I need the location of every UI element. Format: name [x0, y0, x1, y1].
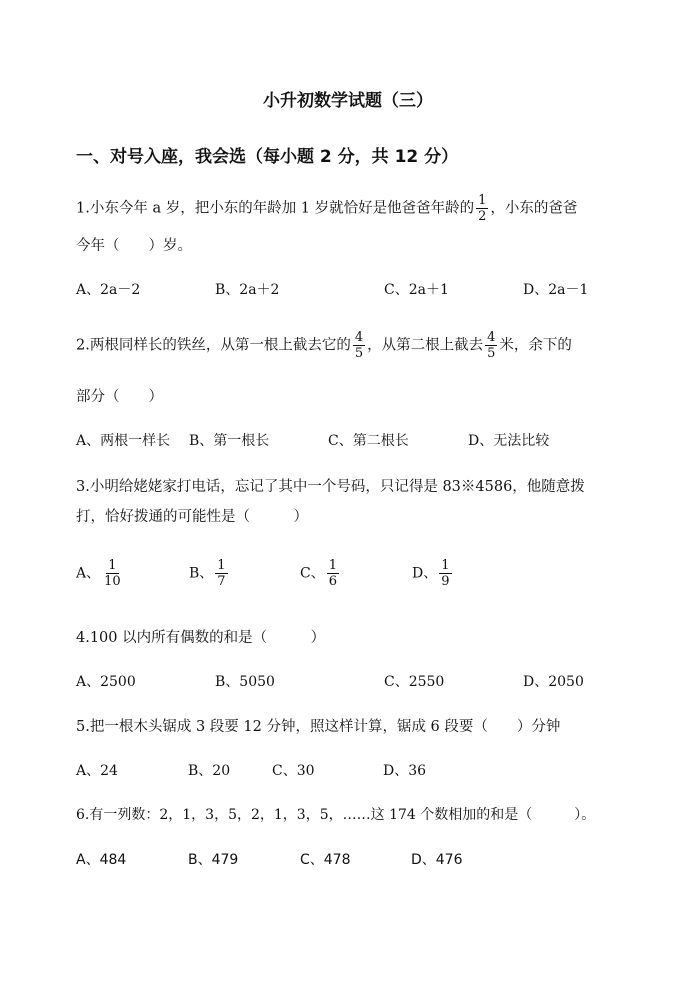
question-3-line-1: 3.小明给姥姥家打电话，忘记了其中一个号码，只记得是 83※4586，他随意拨	[76, 479, 585, 495]
question-1-option-d: D、2a－1	[523, 282, 589, 298]
option-label: B、	[189, 565, 214, 582]
fraction-denominator: 9	[441, 574, 450, 589]
question-1-text-b: ，小东的爸爸	[490, 200, 578, 217]
question-2-text-b: ，从第二根上截去	[367, 337, 484, 354]
fraction-numerator: 4	[487, 330, 496, 345]
question-1-text-a: 1.小东今年 a 岁，把小东的年龄加 1 岁就恰好是他爸爸年龄的	[76, 200, 475, 217]
question-6-option-c: C、478	[300, 852, 351, 868]
question-6-option-d: D、476	[411, 852, 463, 868]
option-label: D、	[412, 565, 438, 582]
fraction-denominator: 10	[104, 574, 121, 589]
fraction-denominator: 5	[487, 346, 496, 361]
question-3-line-2: 打，恰好拨通的可能性是（ ）	[76, 509, 308, 525]
question-4-option-c: C、2550	[384, 674, 445, 690]
question-4-text: 4.100 以内所有偶数的和是（ ）	[76, 630, 326, 646]
option-label: A、	[76, 565, 101, 582]
question-2-option-b: B、第一根长	[189, 433, 270, 449]
option-fraction	[327, 558, 339, 589]
question-1-fraction	[476, 193, 488, 224]
question-2-text-c: 米，余下的	[499, 337, 572, 354]
question-2-fraction-2	[485, 330, 497, 361]
question-1-option-a: A、2a－2	[76, 282, 141, 298]
option-fraction	[439, 558, 451, 589]
fraction-numerator: 1	[328, 558, 337, 573]
question-4-option-d: D、2050	[523, 674, 584, 690]
section-heading: 一、对号入座，我会选（每小题 2 分，共 12 分）	[76, 147, 459, 167]
fraction-denominator: 7	[217, 574, 226, 589]
question-3-option-a	[76, 558, 125, 589]
question-6-option-b: B、479	[188, 852, 239, 868]
question-1-line-1	[76, 193, 577, 224]
option-fraction	[215, 558, 227, 589]
fraction-numerator: 1	[441, 558, 450, 573]
question-1-option-b: B、2a＋2	[215, 282, 280, 298]
question-1-option-c: C、2a＋1	[384, 282, 449, 298]
question-3-option-b	[189, 558, 230, 589]
fraction-numerator: 1	[478, 193, 487, 208]
question-1-line-2: 今年（ ）岁。	[76, 238, 192, 254]
fraction-denominator: 6	[328, 574, 337, 589]
question-4-option-b: B、5050	[215, 674, 275, 690]
question-2-text-a: 2.两根同样长的铁丝，从第一根上截去它的	[76, 337, 351, 354]
option-fraction	[102, 558, 123, 589]
question-6-option-a: A、484	[76, 852, 127, 868]
page-title: 小升初数学试题（三）	[263, 91, 433, 111]
question-5-option-c: C、30	[272, 763, 315, 779]
question-2-option-a: A、两根一样长	[76, 433, 171, 449]
question-2-line-1	[76, 330, 572, 361]
question-2-line-2: 部分（ ）	[76, 389, 163, 405]
option-label: C、	[300, 565, 325, 582]
fraction-denominator: 5	[354, 346, 364, 361]
question-5-option-d: D、36	[383, 763, 427, 779]
question-5-text: 5.把一根木头锯成 3 段要 12 分钟，照这样计算，锯成 6 段要（ ）分钟	[76, 719, 561, 735]
question-5-option-a: A、24	[76, 763, 118, 779]
question-6-text: 6.有一列数：2，1，3，5，2，1，3，5，……这 174 个数相加的和是（ ）。	[76, 807, 596, 823]
fraction-numerator: 1	[217, 558, 226, 573]
fraction-numerator: 1	[108, 558, 117, 573]
fraction-numerator: 4	[354, 330, 364, 345]
question-2-option-d: D、无法比较	[468, 433, 550, 449]
question-4-option-a: A、2500	[76, 674, 136, 690]
question-2-fraction-1	[353, 330, 365, 361]
question-2-option-c: C、第二根长	[328, 433, 409, 449]
question-3-option-d	[412, 558, 454, 589]
question-3-option-c	[300, 558, 341, 589]
question-5-option-b: B、20	[188, 763, 231, 779]
fraction-denominator: 2	[478, 209, 487, 224]
